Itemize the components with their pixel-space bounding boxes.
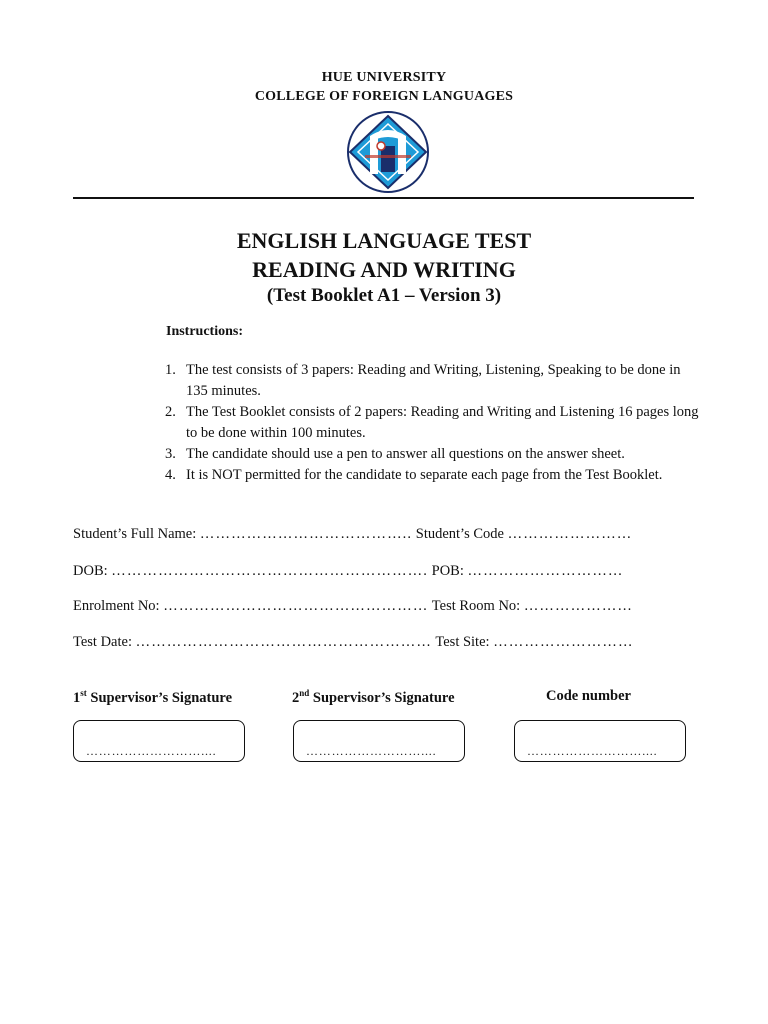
instruction-number: 3. bbox=[165, 446, 176, 462]
date-site-row bbox=[73, 634, 703, 651]
second-supervisor-ordinal: nd bbox=[299, 688, 310, 698]
instruction-text: The test consists of 3 papers: Reading and Writing, Listening, Speaking to be done in 135 minutes. bbox=[186, 362, 681, 399]
test-subtitle: READING AND WRITING bbox=[252, 257, 516, 282]
test-date-field[interactable]: ………………………………………………… bbox=[135, 634, 433, 650]
test-site-label: Test Site: bbox=[435, 634, 490, 650]
instructions-heading: Instructions: bbox=[166, 324, 244, 339]
test-room-field[interactable]: ………………… bbox=[523, 598, 634, 614]
instruction-text: The Test Booklet consists of 2 papers: Reading and Writing and Listening 16 pages long to be done within 100 minutes. bbox=[186, 404, 699, 441]
signature-dots: ……………………….... bbox=[86, 744, 217, 758]
first-supervisor-ordinal: st bbox=[80, 688, 87, 698]
instruction-text: The candidate should use a pen to answer all questions on the answer sheet. bbox=[186, 446, 625, 462]
university-name: HUE UNIVERSITY bbox=[321, 70, 447, 85]
booklet-version: (Test Booklet A1 – Version 3) bbox=[266, 285, 502, 306]
student-code-field[interactable]: …………………… bbox=[507, 526, 633, 542]
instruction-number: 2. bbox=[165, 404, 176, 420]
university-seal-icon bbox=[343, 110, 433, 194]
full-name-field[interactable]: ………………………………….. bbox=[199, 526, 413, 542]
instruction-item bbox=[165, 402, 705, 444]
test-room-label: Test Room No: bbox=[431, 598, 521, 614]
second-supervisor-signature-box[interactable] bbox=[293, 720, 465, 762]
test-title: ENGLISH LANGUAGE TEST bbox=[236, 228, 532, 253]
pob-field[interactable]: ………………………… bbox=[467, 563, 624, 579]
code-number-dots: ……………………….... bbox=[527, 744, 658, 758]
instruction-item bbox=[165, 444, 705, 465]
full-name-label: Student’s Full Name: bbox=[73, 526, 197, 542]
first-supervisor-label bbox=[73, 688, 232, 707]
pob-label: POB: bbox=[431, 563, 464, 579]
signature-dots: ……………………….... bbox=[306, 744, 437, 758]
second-supervisor-text: Supervisor’s Signature bbox=[309, 689, 455, 706]
second-supervisor-label bbox=[292, 688, 455, 707]
dob-field[interactable]: ……………………………………………………. bbox=[111, 563, 429, 579]
header-divider bbox=[73, 197, 694, 199]
college-name: COLLEGE OF FOREIGN LANGUAGES bbox=[254, 89, 514, 104]
instruction-item bbox=[165, 465, 705, 486]
enrolment-room-row bbox=[73, 598, 703, 615]
dob-label: DOB: bbox=[73, 563, 108, 579]
code-number-box[interactable] bbox=[514, 720, 686, 762]
instruction-text: It is NOT permitted for the candidate to separate each page from the Test Booklet. bbox=[186, 467, 663, 483]
first-supervisor-text: Supervisor’s Signature bbox=[86, 689, 233, 706]
instruction-number: 1. bbox=[165, 362, 176, 378]
first-supervisor-number: 1 bbox=[73, 689, 81, 706]
enrolment-label: Enrolment No: bbox=[73, 598, 160, 614]
dob-pob-row bbox=[73, 563, 703, 580]
first-supervisor-signature-box[interactable] bbox=[73, 720, 245, 762]
instruction-item bbox=[165, 360, 705, 402]
test-site-field[interactable]: ……………………… bbox=[493, 634, 634, 650]
code-number-label: Code number bbox=[546, 688, 631, 704]
enrolment-field[interactable]: …………………………………………… bbox=[163, 598, 429, 614]
second-supervisor-number: 2 bbox=[292, 689, 300, 706]
test-date-label: Test Date: bbox=[73, 634, 132, 650]
name-code-row bbox=[73, 526, 703, 543]
instruction-number: 4. bbox=[165, 467, 176, 483]
instructions-list bbox=[165, 360, 705, 486]
student-code-label: Student’s Code bbox=[415, 526, 504, 542]
